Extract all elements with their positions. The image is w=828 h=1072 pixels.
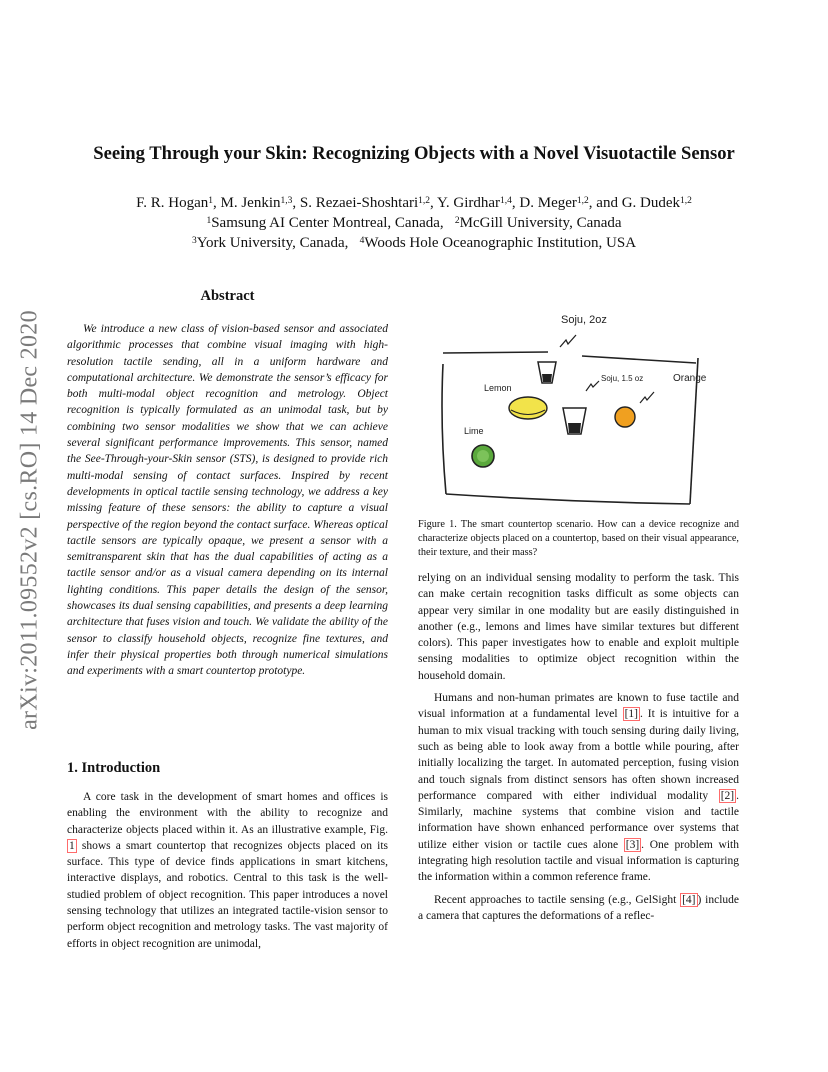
- body-text: . One problem with integrating high resolution tactile and visual information is capturing the information within a common reference frame.: [418, 838, 739, 884]
- affiliation-line: [0, 213, 828, 233]
- figure-caption: Figure 1. The smart countertop scenario. How can a device recognize and characterize objects placed on a countertop, based on their visual appearance, their texture, and their mass?: [418, 519, 739, 558]
- citation-link[interactable]: [1]: [624, 708, 638, 721]
- body-text: . Similarly, machine systems that combine vision and tactile information have shown enhanced performance over systems that utilize either vision or tactile cues alone: [418, 789, 739, 851]
- author-name: S. Rezaei-Shoshtari: [299, 195, 419, 211]
- author-affiliation: 1,2: [418, 196, 431, 206]
- affiliation-number: 4: [359, 236, 365, 246]
- abstract-body: [67, 321, 388, 680]
- author-affiliation: 1,2: [680, 196, 692, 206]
- author-line: F. R. Hogan$^1$, M. Jenkin$^{1,3}$, S. Rezaei-Shoshtari$^{1,2}$, Y. Girdhar$^{1,4}$, D. Meger$^{1,2}$, and G. Dudek$^{1,2}$: [136, 195, 692, 211]
- body-paragraph: relying on an individual sensing modality to perform the task. This can make certain recognition tasks difficult as some objects can appear very similar in one modality but are easily distinguished in another (e.g., lemons and limes have similar textures but different colors). This paper investigates how to enable and exploit multiple sensing modalities to optimize object recognition within the household domain.: [418, 572, 739, 682]
- author-affiliation: 1,3: [280, 196, 293, 206]
- paper-title: Seeing Through your Skin: Recognizing Objects with a Novel Visuotactile Sensor: [93, 143, 735, 164]
- figure-label-lime: Lime: [464, 426, 484, 436]
- affiliation-line: [0, 233, 828, 253]
- author-name: F. R. Hogan: [136, 195, 209, 211]
- abstract-heading: Abstract: [200, 288, 255, 304]
- countertop-illustration: [418, 296, 739, 508]
- arxiv-stamp-text: arXiv:2011.09552v2 [cs.RO] 14 Dec 2020: [16, 310, 43, 730]
- affiliation-text: York University, Canada,: [196, 235, 349, 251]
- introduction-body: [67, 789, 388, 952]
- body-paragraph: [418, 892, 739, 925]
- body-text: ) include a camera that captures the deformations of a reflec-: [418, 893, 739, 922]
- affiliation-text: Samsung AI Center Montreal, Canada,: [211, 215, 444, 231]
- arxiv-stamp: [10, 285, 50, 755]
- author-affiliation: 1: [208, 196, 213, 206]
- author-block: [0, 193, 828, 253]
- affiliation-text: Woods Hole Oceanographic Institution, USA: [364, 235, 637, 251]
- citation-link[interactable]: [4]: [682, 893, 696, 906]
- right-column-body: [418, 570, 739, 924]
- author-name: G. Dudek: [621, 195, 681, 211]
- affiliation-text: McGill University, Canada: [459, 215, 622, 231]
- figure-reference-link[interactable]: 1: [69, 839, 75, 852]
- body-paragraph: [418, 690, 739, 886]
- figure-1: [418, 296, 739, 508]
- author-name: M. Jenkin: [220, 195, 281, 211]
- body-text: Recent approaches to tactile sensing (e.g., GelSight: [434, 893, 677, 906]
- affiliation-number: 2: [454, 216, 460, 226]
- figure-label-soju-15oz: Soju, 1.5 oz: [601, 374, 644, 383]
- intro-text: A core task in the development of smart homes and offices is enabling the environment with the ability to recognize and characterize objects placed within it. As an illustrative example, Fig.: [67, 791, 388, 836]
- intro-paragraph: [67, 789, 388, 952]
- figure-label-orange: Orange: [673, 373, 707, 384]
- author-name: Y. Girdhar: [437, 195, 501, 211]
- author-affiliation: 1,4: [500, 196, 512, 206]
- figure-label-soju-2oz: Soju, 2oz: [561, 314, 607, 326]
- abstract-paragraph: We introduce a new class of vision-based sensor and associated algorithmic processes that combine visual imaging with high-resolution tactile sending, all in a uniform hardware and computational architecture. We demonstrate the sensor’s efficacy for both multi-modal object recognition and metrology. Object recognition is typically formulated as an unimodal task, but by combining two sensor modalities we show that we can achieve several significant performance improvements. This sensor, named the See-Through-your-Skin sensor (STS), is designed to provide rich multi-modal sensing of contact surfaces. Inspired by recent developments in optical tactile sensing technology, we address a key missing feature of these sensors: the ability to capture a visual perspective of the region beyond the contact surface. Whereas optical tactile sensors are typically opaque, we present a sensor with a semitransparent skin that has the dual capabilities of acting as a tactile sensor and/or as a visual camera depending on its internal lighting conditions. This paper details the design of the sensor, showcases its dual sensing capabilities, and presents a deep learning architecture that fuses vision and touch. We validate the ability of the sensor to classify household objects, recognize fine textures, and infer their physical properties both through numerical simulations and experiments with a smart countertop prototype.: [67, 323, 388, 678]
- citation-link[interactable]: [2]: [720, 789, 735, 802]
- intro-text: shows a smart countertop that recognizes objects placed on its surface. This type of device finds applications in smart kitchens, interactive displays, and robotics. Central to this task is the well-studied problem of object recognition. This paper introduces a novel sensing technology that utilizes an integrated tactile-vision sensor to perform object recognition and metrology tasks. The vast majority of efforts in object recognition are unimodal,: [67, 839, 389, 950]
- section-heading-introduction: 1. Introduction: [67, 760, 161, 776]
- and-word: and: [596, 195, 618, 211]
- figure-label-lemon: Lemon: [484, 383, 512, 393]
- body-text: Humans and non-human primates are known to fuse tactile and visual information at a fundamental level: [418, 692, 739, 721]
- author-name: D. Meger: [519, 195, 577, 211]
- citation-link[interactable]: [3]: [625, 838, 640, 851]
- affiliation-number: 1: [206, 216, 212, 226]
- author-affiliation: 1,2: [576, 196, 589, 206]
- body-text: . It is intuitive for a human to mix visual tracking with touch sensing during daily living, such as being able to look away from a bottle while pouring, after initially localizing the target. In automated perception, fusing vision and touch signals from distinct sensors has often shown increased performance compared with either individual modality: [418, 708, 740, 802]
- affiliation-number: 3: [191, 236, 197, 246]
